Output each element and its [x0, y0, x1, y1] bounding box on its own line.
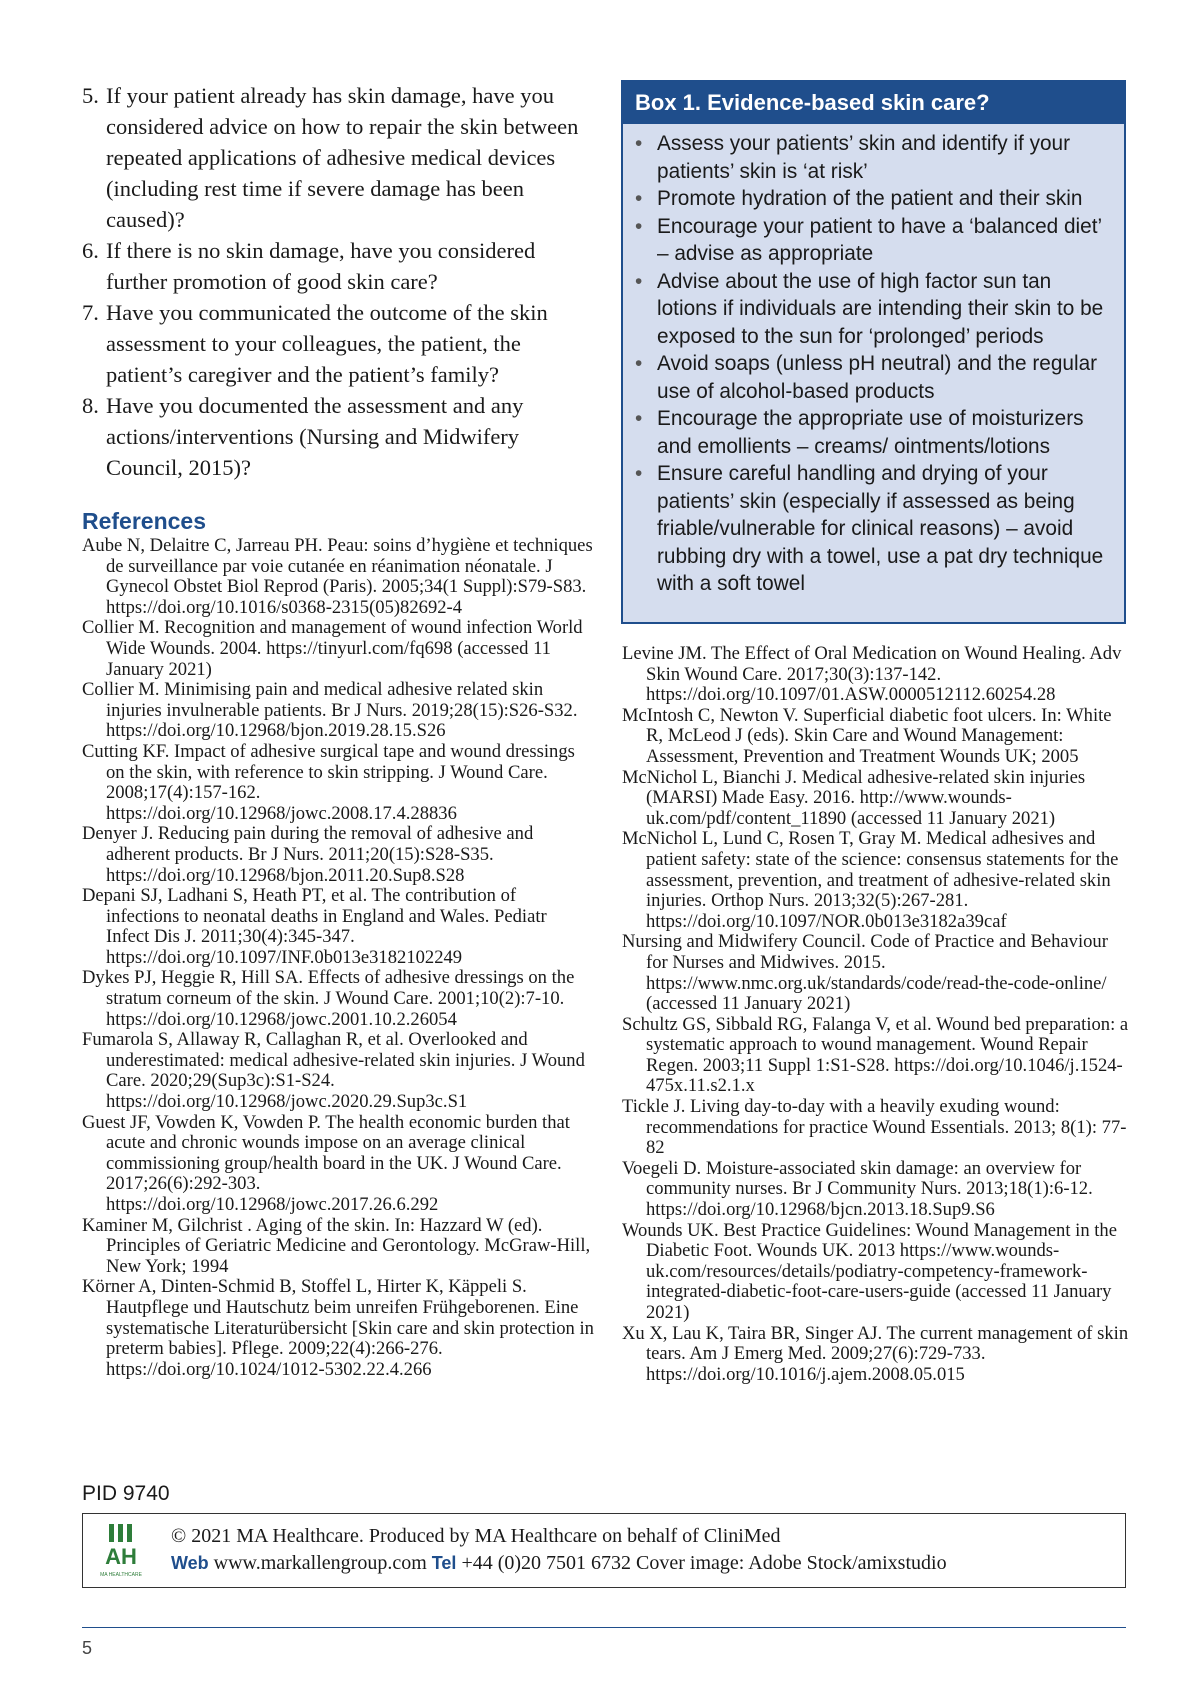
- reference-item: Depani SJ, Ladhani S, Heath PT, et al. The contribution of infections to neonatal deaths in England and Wales. Pediatr Infect Dis J. 2011;30(4):345-347. https://doi.org/10.1097/INF.0b013e3182102249: [82, 885, 547, 968]
- question-item: [82, 297, 592, 390]
- reference-item: Kaminer M, Gilchrist . Aging of the skin. In: Hazzard W (ed). Principles of Geriatric Medicine and Gerontology. McGraw-Hill, New York; 1994: [82, 1214, 591, 1277]
- web-label: Web: [171, 1553, 209, 1573]
- box-bullet-list: [623, 124, 1124, 598]
- reference-item: Wounds UK. Best Practice Guidelines: Wound Management in the Diabetic Foot. Wounds UK. 2013 https://www.wounds-uk.com/resources/details/podiatry-competency-framework-integrated-diabetic-foot-care-users-guide (accessed 11 January 2021): [622, 1219, 1117, 1323]
- web-link[interactable]: www.markallengroup.com: [213, 1552, 427, 1574]
- reference-item: McNichol L, Lund C, Rosen T, Gray M. Medical adhesives and patient safety: state of the science: consensus statements for the assessment, prevention, and treatment of adhesive-related skin injuries. Orthop Nurs. 2013;32(5):267-281. https://doi.org/10.1097/NOR.0b013e3182a39caf: [622, 828, 1119, 932]
- ma-healthcare-logo: [93, 1522, 149, 1580]
- box-bullet-item: [635, 460, 1116, 598]
- reference-item: McIntosh C, Newton V. Superficial diabetic foot ulcers. In: White R, McLeod J (eds). Skin Care and Wound Management: Assessment, Prevention and Treatment Wounds UK; 2005: [622, 704, 1112, 767]
- reference-item: Voegeli D. Moisture-associated skin damage: an overview for community nurses. Br J Community Nurs. 2013;18(1):6-12. https://doi.org/10.12968/bjcn.2013.18.Sup9.S6: [622, 1157, 1093, 1221]
- question-item: [82, 80, 592, 235]
- box-bullet-text: Ensure careful handling and drying of your patients’ skin (especially if assessed as being friable/vulnerable for clinical reasons) – avoid rubbing dry with a towel, use a pat dry technique with a soft towel: [657, 462, 1104, 595]
- box-bullet-text: Advise about the use of high factor sun tan lotions if individuals are intending their skin to be exposed to the sun for ‘prolonged’ periods: [657, 269, 1104, 348]
- footer-contact: [171, 1552, 947, 1575]
- question-text: Have you communicated the outcome of the skin assessment to your colleagues, the patient, the patient’s caregiver and the patient’s family?: [106, 300, 548, 387]
- question-item: [82, 390, 592, 483]
- reference-item: Nursing and Midwifery Council. Code of Practice and Behaviour for Nurses and Midwives. 2015. https://www.nmc.org.uk/standards/code/read-the-code-online/ (accessed 11 January 2021): [622, 931, 1108, 1015]
- reference-item: Körner A, Dinten-Schmid B, Stoffel L, Hirter K, Käppeli S. Hautpflege und Hautschutz beim unreifen Frühgeborenen. Eine systematische Literaturübersicht [Skin care and skin protection in preterm babies]. Pflege. 2009;22(4):266-276. https://doi.org/10.1024/1012-5302.22.4.266: [82, 1276, 594, 1380]
- reference-item: Collier M. Recognition and management of wound infection World Wide Wounds. 2004. https://tinyurl.com/fq698 (accessed 11 January 2021): [82, 617, 583, 680]
- logo-text: MA HEALTHCARE: [100, 1572, 142, 1578]
- bullet-icon: •: [635, 187, 643, 210]
- box-title: Box 1. Evidence-based skin care?: [623, 82, 1124, 124]
- box-bullet-text: Encourage the appropriate use of moisturizers and emollients – creams/ ointments/lotions: [657, 407, 1084, 458]
- svg-text:AH: AH: [105, 1544, 137, 1569]
- references-list-right: [622, 644, 1132, 1385]
- reference-item: Collier M. Minimising pain and medical adhesive related skin injuries invulnerable patients. Br J Nurs. 2019;28(15):S26-S32. https://doi.org/10.12968/bjon.2019.28.15.S26: [82, 679, 578, 742]
- box-bullet-item: [635, 405, 1116, 460]
- reference-item: McNichol L, Bianchi J. Medical adhesive-related skin injuries (MARSI) Made Easy. 2016. http://www.wounds-uk.com/pdf/content_11890 (accessed 11 January 2021): [622, 766, 1086, 829]
- box-bullet-item: [635, 268, 1116, 351]
- box-bullet-item: [635, 185, 1116, 213]
- pid-label: PID 9740: [82, 1482, 170, 1505]
- box-bullet-item: [635, 213, 1116, 268]
- bullet-icon: •: [635, 132, 643, 155]
- evidence-box: [621, 80, 1126, 624]
- page-number: 5: [82, 1638, 93, 1658]
- box-bullet-text: Assess your patients’ skin and identify if your patients’ skin is ‘at risk’: [657, 132, 1071, 183]
- tel-label: Tel: [431, 1553, 457, 1573]
- box-bullet-item: [635, 350, 1116, 405]
- question-text: If your patient already has skin damage, have you considered advice on how to repair the skin between repeated applications of adhesive medical devices (including rest time if severe damage has been caused)?: [106, 83, 579, 232]
- reference-item: Xu X, Lau K, Taira BR, Singer AJ. The current management of skin tears. Am J Emerg Med. 2009;27(6):729-733. https://doi.org/10.1016/j.ajem.2008.05.015: [622, 1322, 1129, 1385]
- bullet-icon: •: [635, 214, 643, 238]
- box-bullet-text: Avoid soaps (unless pH neutral) and the regular use of alcohol-based products: [657, 352, 1098, 403]
- question-number: 5.: [82, 83, 99, 108]
- bullet-icon: •: [635, 407, 643, 430]
- bullet-icon: •: [635, 269, 643, 293]
- footer-box: [82, 1513, 1126, 1588]
- question-list: [82, 80, 592, 483]
- references-list-left: [82, 536, 594, 1380]
- question-text: If there is no skin damage, have you considered further promotion of good skin care?: [106, 238, 536, 294]
- box-bullet-text: Encourage your patient to have a ‘balanced diet’ – advise as appropriate: [657, 214, 1102, 265]
- bottom-divider: [82, 1627, 1126, 1628]
- reference-item: Aube N, Delaitre C, Jarreau PH. Peau: soins d’hygiène et techniques de surveillance par voie cutanée en réanimation néonatale. J Gynecol Obstet Biol Reprod (Paris). 2005;34(1 Suppl):S79-S83. https://doi.org/10.1016/s0368-2315(05)82692-4: [82, 535, 593, 618]
- reference-item: Guest JF, Vowden K, Vowden P. The health economic burden that acute and chronic wounds impose on an average clinical commissioning group/health board in the UK. J Wound Care. 2017;26(6):292-303. https://doi.org/10.12968/jowc.2017.26.6.292: [82, 1111, 570, 1215]
- reference-item: Fumarola S, Allaway R, Callaghan R, et al. Overlooked and underestimated: medical adhesive-related skin injuries. J Wound Care. 2020;29(Sup3c):S1-S24. https://doi.org/10.12968/jowc.2020.29.Sup3c.S1: [82, 1029, 585, 1113]
- references-heading: References: [82, 508, 207, 534]
- reference-item: Schultz GS, Sibbald RG, Falanga V, et al. Wound bed preparation: a systematic approach to wound management. Wound Repair Regen. 2003;11 Suppl 1:S1-S28. https://doi.org/10.1046/j.1524-475x.11.s2.1.x: [622, 1013, 1129, 1097]
- question-number: 7.: [82, 300, 99, 325]
- bullet-icon: •: [635, 352, 643, 375]
- question-number: 8.: [82, 393, 99, 418]
- bullet-icon: •: [635, 462, 643, 485]
- reference-item: Denyer J. Reducing pain during the removal of adhesive and adherent products. Br J Nurs. 2011;20(15):S28-S35. https://doi.org/10.12968/bjon.2011.20.Sup8.S28: [82, 823, 534, 886]
- reference-item: Dykes PJ, Heggie R, Hill SA. Effects of adhesive dressings on the stratum corneum of the skin. J Wound Care. 2001;10(2):7-10. https://doi.org/10.12968/jowc.2001.10.2.26054: [82, 967, 575, 1030]
- box-bullet-text: Promote hydration of the patient and their skin: [657, 187, 1083, 210]
- tel-value: +44 (0)20 7501 6732: [461, 1552, 632, 1574]
- footer-copyright: © 2021 MA Healthcare. Produced by MA Healthcare on behalf of CliniMed: [171, 1525, 781, 1547]
- cover-credit: Cover image: Adobe Stock/amixstudio: [636, 1552, 947, 1574]
- reference-item: Cutting KF. Impact of adhesive surgical tape and wound dressings on the skin, with reference to skin stripping. J Wound Care. 2008;17(4):157-162. https://doi.org/10.12968/jowc.2008.17.4.28836: [82, 740, 575, 824]
- reference-item: Levine JM. The Effect of Oral Medication on Wound Healing. Adv Skin Wound Care. 2017;30(3):137-142. https://doi.org/10.1097/01.ASW.0000512112.60254.28: [622, 643, 1122, 706]
- question-text: Have you documented the assessment and any actions/interventions (Nursing and Midwifery Council, 2015)?: [106, 393, 524, 480]
- question-item: [82, 235, 592, 297]
- question-number: 6.: [82, 238, 99, 263]
- reference-item: Tickle J. Living day-to-day with a heavily exuding wound: recommendations for practice Wound Essentials. 2013; 8(1): 77-82: [622, 1096, 1127, 1159]
- box-bullet-item: [635, 130, 1116, 185]
